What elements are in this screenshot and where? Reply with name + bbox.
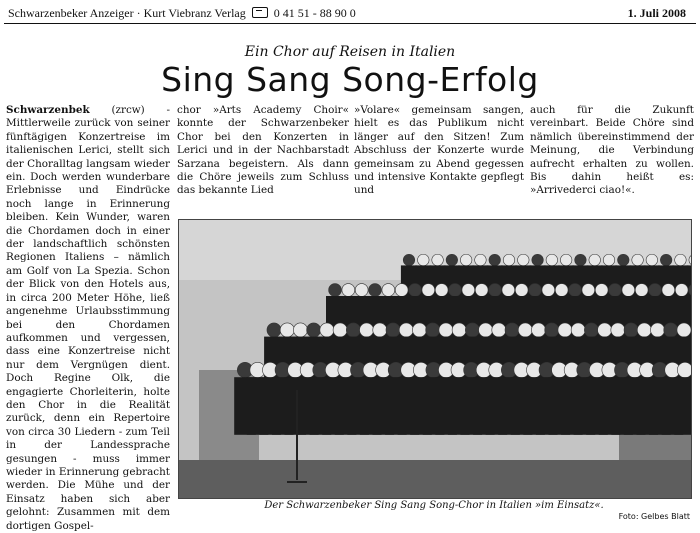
column-2-text: chor »Arts Academy Choir« konnte der Schwarzenbeker Chor bei den Konzerten in Lerici und in der Nachbarstadt Sarzana begeistern. Als dann die Chöre jeweils zum Schluss das bekannte Lied: [177, 104, 349, 197]
column-4-text: auch für die Zukunft vereinbart. Beide Chöre sind nämlich übereinstimmend der Meinung, die Verbindung aufrecht erhalten zu wollen. Bis dahin heißt es: »Arrivederci ciao!«.: [530, 104, 694, 197]
article-subtitle: Ein Chor auf Reisen in Italien: [244, 44, 456, 60]
byline: (zrcw): [111, 104, 145, 116]
article-column-4: [530, 104, 694, 198]
choir-photo: [178, 219, 692, 499]
column-3-text: »Volare« gemeinsam sangen, hielt es das Publikum nicht länger auf den Sitzen! Zum Abschluss der Konzerte wurde gemeinsam zu Abend gegessen und intensive Kontakte gepflegt und: [354, 104, 524, 197]
publisher-name: Kurt Viebranz Verlag: [143, 6, 246, 20]
separator: ·: [136, 6, 141, 20]
article-column-3: [354, 104, 524, 198]
phone-icon: [252, 7, 268, 18]
masthead-left: [8, 6, 356, 21]
phone-number: 0 41 51 - 88 90 0: [273, 6, 356, 20]
issue-date: 1. Juli 2008: [627, 6, 686, 20]
article-column-2: [177, 104, 349, 198]
photo-credit: Foto: Gelbes Blatt: [618, 512, 690, 521]
masthead-bar: [4, 4, 696, 22]
header-rule: [4, 23, 696, 24]
choir-photo-illustration: [179, 220, 691, 498]
photo-caption: Der Schwarzenbeker Sing Sang Song-Chor in Italien »im Einsatz«.: [264, 500, 604, 511]
paper-name: Schwarzenbeker Anzeiger: [8, 6, 134, 20]
article-headline: Sing Sang Song-Erfolg: [161, 60, 539, 99]
article-column-1: [6, 104, 170, 532]
dateline: Schwarzenbek: [6, 104, 90, 116]
column-1-text: - Mittlerweile zurück von seiner fünftägigen Konzertreise im italienischen Lerici, stellt sich der Choralltag langsam wieder ein. Doch werden wunderbare Erlebnisse und Eindrücke noch lange in Erinnerung bleiben. Kein Wunder, waren die Chordamen doch in einer der landschaftlich schönsten Regionen Italiens – nämlich am Golf von La Spezia. Schon der Blick von den Hotels aus, in circa 200 Meter Höhe, ließ angenehme Urlaubsstimmung bei den Chordamen aufkommen und vergessen, dass eine Konzertreise nicht nur dem Vergnügen dient. Doch Regine Olk, die engagierte Chorleiterin, holte den Chor in die Realität zurück, denn ein Repertoire von circa 30 Liedern - zum Teil in der Landessprache gesungen - muss immer wieder in Erinnerung gebracht werden. Die Mühe und der Einsatz haben sich aber gelohnt: Zusammen mit dem dortigen Gospel-: [6, 104, 170, 532]
